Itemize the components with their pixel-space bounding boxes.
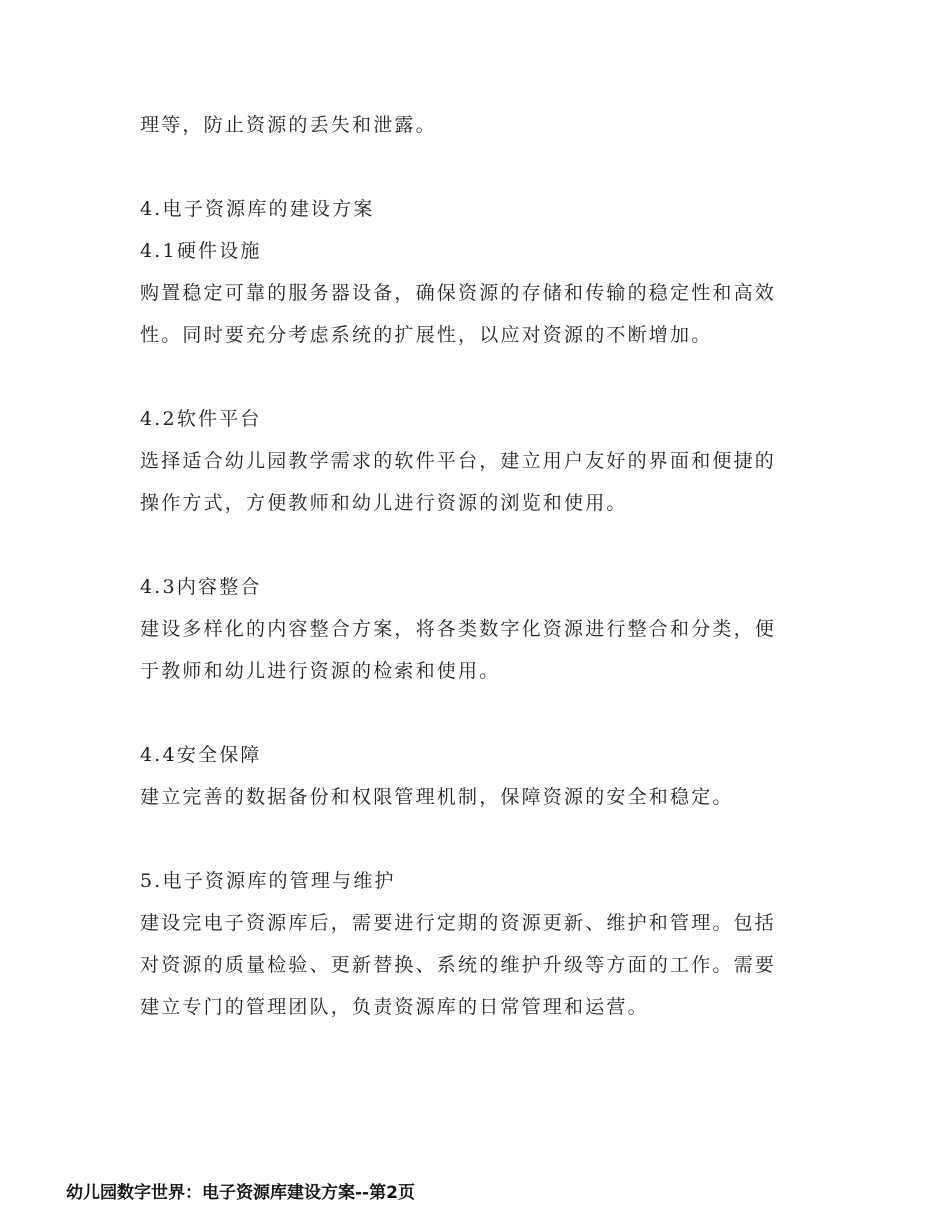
paragraph-gap xyxy=(140,818,800,860)
document-body xyxy=(140,104,800,1028)
section-heading-5-4: 4.电子资源库的建设方案 xyxy=(140,198,375,220)
section-heading-5: 5.电子资源库的管理与维护 xyxy=(140,870,396,892)
subsection-heading-4-1: 4.1硬件设施 xyxy=(140,240,262,262)
subsection-heading-4-2: 4.2软件平台 xyxy=(140,408,262,430)
paragraph-gap xyxy=(140,146,800,188)
body-text-line: 对资源的质量检验、更新替换、系统的维护升级等方面的工作。需要 xyxy=(140,954,777,976)
body-text-line: 理等，防止资源的丢失和泄露。 xyxy=(140,114,437,136)
body-text-line: 选择适合幼儿园教学需求的软件平台，建立用户友好的界面和便捷的 xyxy=(140,450,777,472)
body-text-line: 于教师和幼儿进行资源的检索和使用。 xyxy=(140,660,501,682)
body-text-line: 性。同时要充分考虑系统的扩展性，以应对资源的不断增加。 xyxy=(140,324,713,346)
paragraph-gap xyxy=(140,524,800,566)
body-text-line: 建立专门的管理团队，负责资源库的日常管理和运营。 xyxy=(140,996,649,1018)
subsection-heading-4-4: 4.4安全保障 xyxy=(140,744,262,766)
body-text-line: 操作方式，方便教师和幼儿进行资源的浏览和使用。 xyxy=(140,492,628,514)
paragraph-gap xyxy=(140,356,800,398)
body-text-line: 购置稳定可靠的服务器设备，确保资源的存储和传输的稳定性和高效 xyxy=(140,282,777,304)
paragraph-gap xyxy=(140,692,800,734)
subsection-heading-4-3: 4.3内容整合 xyxy=(140,576,262,598)
page-footer: 幼儿园数字世界：电子资源库建设方案--第2页 xyxy=(66,1183,415,1203)
body-text-line: 建设完电子资源库后，需要进行定期的资源更新、维护和管理。包括 xyxy=(140,912,777,934)
body-text-line: 建立完善的数据备份和权限管理机制，保障资源的安全和稳定。 xyxy=(140,786,734,808)
body-text-line: 建设多样化的内容整合方案，将各类数字化资源进行整合和分类，便 xyxy=(140,618,777,640)
